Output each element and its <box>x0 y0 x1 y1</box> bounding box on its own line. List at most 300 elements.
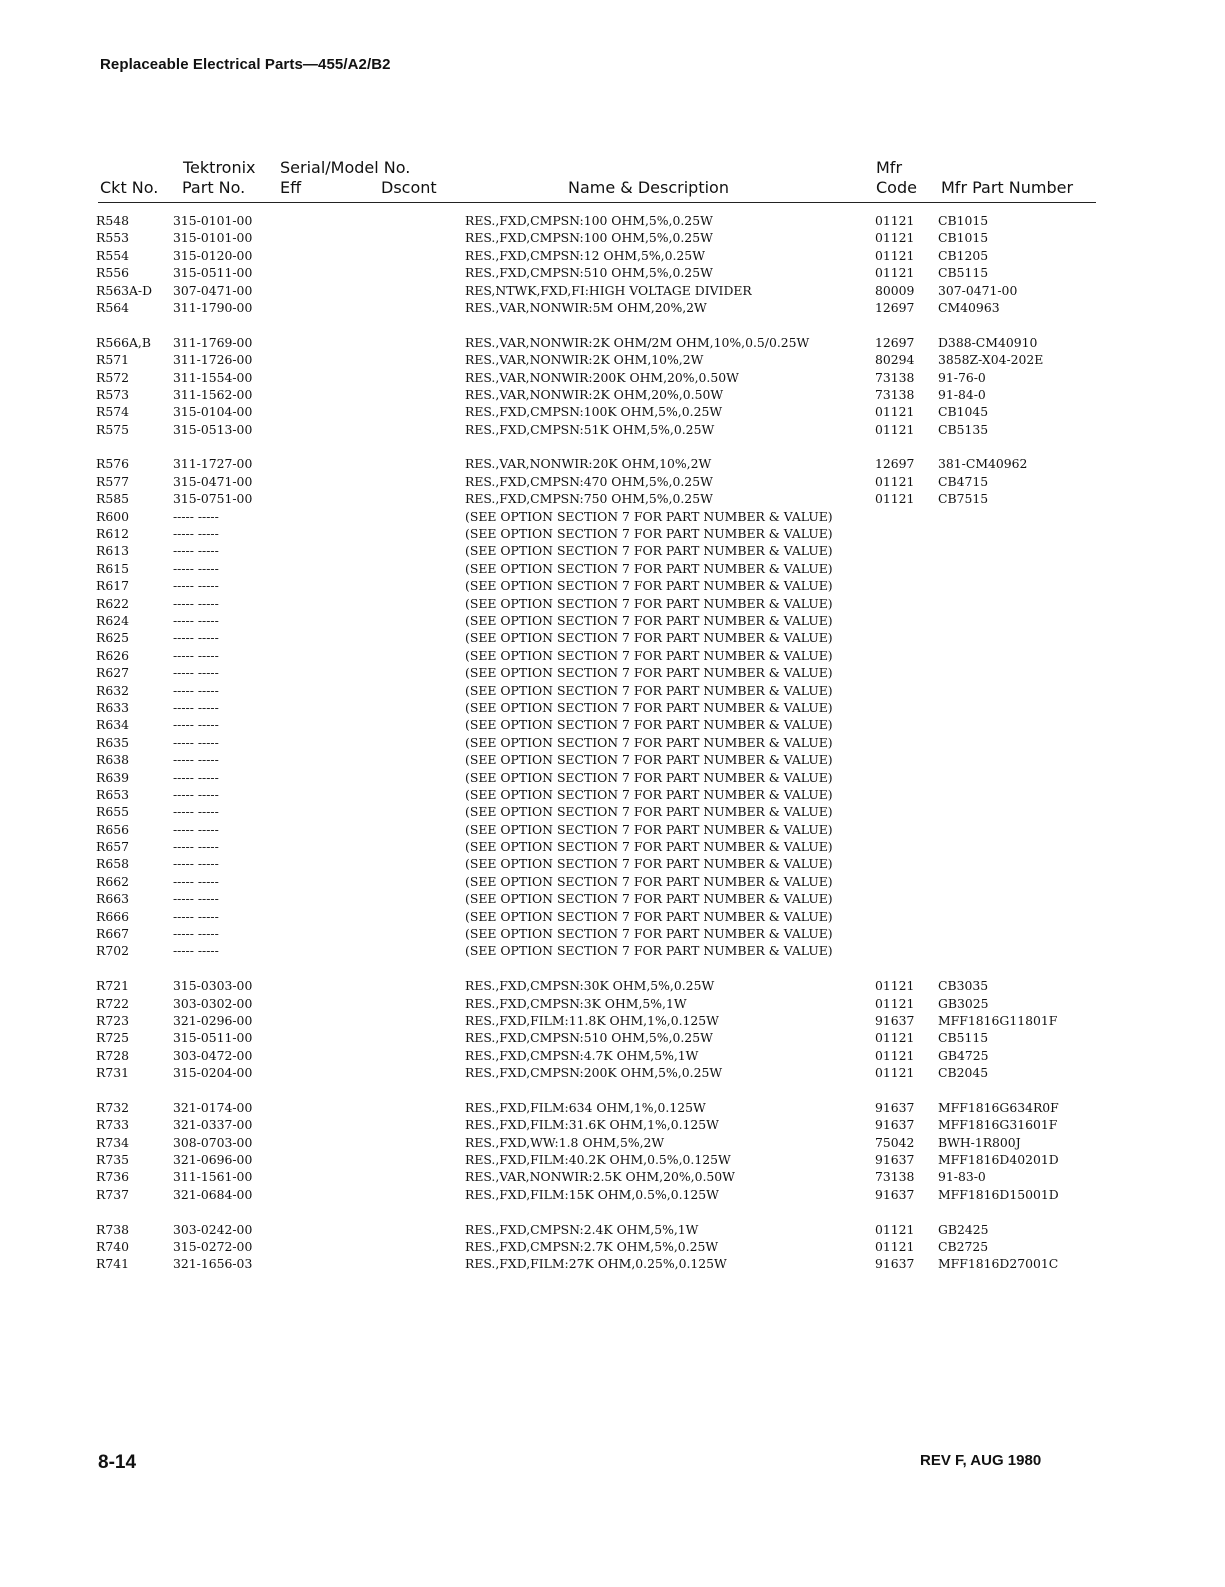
part-no-cell: ----- ----- <box>173 560 219 576</box>
ckt-no-cell: R728 <box>96 1047 129 1063</box>
part-no-cell: ----- ----- <box>173 943 219 959</box>
description-cell: (SEE OPTION SECTION 7 FOR PART NUMBER & VALUE) <box>465 839 833 855</box>
ckt-no-cell: R731 <box>96 1065 129 1081</box>
table-row <box>0 1151 1225 1168</box>
ckt-no-cell: R662 <box>96 873 129 889</box>
part-no-cell: ----- ----- <box>173 839 219 855</box>
part-no-cell: ----- ----- <box>173 578 219 594</box>
part-no-cell: ----- ----- <box>173 873 219 889</box>
ckt-no-cell: R563A-D <box>96 282 153 298</box>
mfr-part-cell: 381-CM40962 <box>938 456 1028 472</box>
table-row <box>0 299 1225 316</box>
description-cell: (SEE OPTION SECTION 7 FOR PART NUMBER & VALUE) <box>465 873 833 889</box>
part-no-cell: ----- ----- <box>173 926 219 942</box>
description-cell: RES.,FXD,FILM:27K OHM,0.25%,0.125W <box>465 1256 727 1272</box>
table-row <box>0 1029 1225 1046</box>
table-row <box>0 769 1225 786</box>
mfr-part-cell: GB2425 <box>938 1221 989 1237</box>
mfr-code-cell: 73138 <box>875 1169 915 1185</box>
description-cell: RES.,FXD,CMPSN:51K OHM,5%,0.25W <box>465 421 715 437</box>
description-cell: (SEE OPTION SECTION 7 FOR PART NUMBER & VALUE) <box>465 630 833 646</box>
mfr-code-cell: 01121 <box>875 213 915 228</box>
mfr-part-cell: 91-83-0 <box>938 1169 986 1185</box>
description-cell: (SEE OPTION SECTION 7 FOR PART NUMBER & VALUE) <box>465 891 833 907</box>
ckt-no-cell: R722 <box>96 995 129 1011</box>
description-cell: RES.,FXD,CMPSN:30K OHM,5%,0.25W <box>465 978 715 994</box>
part-no-cell: ----- ----- <box>173 821 219 837</box>
ckt-no-cell: R634 <box>96 717 129 733</box>
mfr-code-cell: 12697 <box>875 299 915 315</box>
ckt-no-cell: R663 <box>96 891 129 907</box>
table-row <box>0 1186 1225 1203</box>
col-code: Code <box>876 178 917 197</box>
description-cell: (SEE OPTION SECTION 7 FOR PART NUMBER & VALUE) <box>465 560 833 576</box>
part-no-cell: ----- ----- <box>173 804 219 820</box>
table-row <box>0 525 1225 542</box>
description-cell: (SEE OPTION SECTION 7 FOR PART NUMBER & VALUE) <box>465 526 833 542</box>
description-cell: (SEE OPTION SECTION 7 FOR PART NUMBER & VALUE) <box>465 786 833 802</box>
mfr-code-cell: 01121 <box>875 1030 915 1046</box>
description-cell: RES.,FXD,CMPSN:2.7K OHM,5%,0.25W <box>465 1239 719 1255</box>
table-row <box>0 838 1225 855</box>
mfr-code-cell: 91637 <box>875 1117 915 1133</box>
part-no-cell: 315-0511-00 <box>173 265 253 281</box>
table-row <box>0 751 1225 768</box>
part-no-cell: ----- ----- <box>173 630 219 646</box>
part-no-cell: 321-1656-03 <box>173 1256 253 1272</box>
ckt-no-cell: R612 <box>96 526 129 542</box>
part-no-cell: ----- ----- <box>173 508 219 524</box>
ckt-no-cell: R633 <box>96 699 129 715</box>
table-row <box>0 508 1225 525</box>
part-no-cell: 303-0472-00 <box>173 1047 253 1063</box>
part-no-cell: ----- ----- <box>173 647 219 663</box>
description-cell: (SEE OPTION SECTION 7 FOR PART NUMBER & VALUE) <box>465 682 833 698</box>
part-no-cell: 315-0120-00 <box>173 247 253 263</box>
ckt-no-cell: R638 <box>96 752 129 768</box>
ckt-no-cell: R566A,B <box>96 334 151 350</box>
page-header: Replaceable Electrical Parts—455/A2/B2 <box>100 56 391 73</box>
part-no-cell: 315-0303-00 <box>173 978 253 994</box>
description-cell: RES.,FXD,CMPSN:470 OHM,5%,0.25W <box>465 473 713 489</box>
table-row <box>0 334 1225 351</box>
part-no-cell: ----- ----- <box>173 752 219 768</box>
table-row <box>0 542 1225 559</box>
part-no-cell: 311-1726-00 <box>173 352 253 368</box>
mfr-part-cell: CB2045 <box>938 1065 989 1081</box>
mfr-part-cell: 307-0471-00 <box>938 282 1018 298</box>
ckt-no-cell: R600 <box>96 508 129 524</box>
part-no-cell: 315-0101-00 <box>173 230 253 246</box>
col-dscont: Dscont <box>381 178 437 197</box>
part-no-cell: 315-0204-00 <box>173 1065 253 1081</box>
table-row <box>0 1255 1225 1272</box>
col-mfr: Mfr <box>876 158 903 177</box>
part-no-cell: 321-0337-00 <box>173 1117 253 1133</box>
description-cell: RES.,FXD,CMPSN:3K OHM,5%,1W <box>465 995 687 1011</box>
ckt-no-cell: R735 <box>96 1152 129 1168</box>
table-row <box>0 942 1225 959</box>
ckt-no-cell: R733 <box>96 1117 129 1133</box>
mfr-part-cell: CB2725 <box>938 1239 989 1255</box>
description-cell: RES.,VAR,NONWIR:2K OHM,10%,2W <box>465 352 704 368</box>
description-cell: RES.,FXD,CMPSN:750 OHM,5%,0.25W <box>465 491 713 507</box>
col-ckt-no: Ckt No. <box>100 178 159 197</box>
mfr-code-cell: 80294 <box>875 352 915 368</box>
mfr-part-cell: 3858Z-X04-202E <box>938 352 1044 368</box>
mfr-code-cell: 12697 <box>875 334 915 350</box>
mfr-part-cell: 91-76-0 <box>938 369 986 385</box>
part-no-cell: ----- ----- <box>173 682 219 698</box>
description-cell: (SEE OPTION SECTION 7 FOR PART NUMBER & VALUE) <box>465 578 833 594</box>
mfr-part-cell: D388-CM40910 <box>938 334 1038 350</box>
description-cell: (SEE OPTION SECTION 7 FOR PART NUMBER & VALUE) <box>465 595 833 611</box>
description-cell: (SEE OPTION SECTION 7 FOR PART NUMBER & VALUE) <box>465 665 833 681</box>
ckt-no-cell: R576 <box>96 456 129 472</box>
table-row <box>0 403 1225 420</box>
ckt-no-cell: R723 <box>96 1012 129 1028</box>
table-row <box>0 890 1225 907</box>
mfr-code-cell: 01121 <box>875 473 915 489</box>
part-no-cell: 315-0104-00 <box>173 404 253 420</box>
ckt-no-cell: R571 <box>96 352 129 368</box>
table-row <box>0 351 1225 368</box>
table-row <box>0 786 1225 803</box>
table-row <box>0 369 1225 386</box>
ckt-no-cell: R617 <box>96 578 129 594</box>
part-no-cell: ----- ----- <box>173 526 219 542</box>
mfr-part-cell: GB4725 <box>938 1047 989 1063</box>
mfr-part-cell: MFF1816D40201D <box>938 1152 1059 1168</box>
part-no-cell: 311-1769-00 <box>173 334 253 350</box>
table-row <box>0 282 1225 299</box>
table-row <box>0 908 1225 925</box>
table-row <box>0 421 1225 438</box>
ckt-no-cell: R736 <box>96 1169 129 1185</box>
ckt-no-cell: R658 <box>96 856 129 872</box>
description-cell: (SEE OPTION SECTION 7 FOR PART NUMBER & VALUE) <box>465 543 833 559</box>
ckt-no-cell: R740 <box>96 1239 129 1255</box>
mfr-code-cell: 91637 <box>875 1099 915 1115</box>
mfr-code-cell: 01121 <box>875 1239 915 1255</box>
mfr-code-cell: 01121 <box>875 1065 915 1081</box>
mfr-code-cell: 91637 <box>875 1186 915 1202</box>
description-cell: RES.,VAR,NONWIR:5M OHM,20%,2W <box>465 299 707 315</box>
ckt-no-cell: R622 <box>96 595 129 611</box>
part-no-cell: ----- ----- <box>173 543 219 559</box>
table-row <box>0 995 1225 1012</box>
table-row <box>0 629 1225 646</box>
table-row <box>0 560 1225 577</box>
ckt-no-cell: R734 <box>96 1134 129 1150</box>
table-row <box>0 803 1225 820</box>
part-no-cell: 315-0272-00 <box>173 1239 253 1255</box>
mfr-code-cell: 80009 <box>875 282 915 298</box>
ckt-no-cell: R702 <box>96 943 129 959</box>
part-no-cell: ----- ----- <box>173 786 219 802</box>
description-cell: RES.,FXD,CMPSN:510 OHM,5%,0.25W <box>465 1030 713 1046</box>
description-cell: RES.,FXD,CMPSN:100 OHM,5%,0.25W <box>465 230 713 246</box>
part-no-cell: ----- ----- <box>173 699 219 715</box>
part-no-cell: ----- ----- <box>173 717 219 733</box>
table-row <box>0 473 1225 490</box>
table-row <box>0 1116 1225 1133</box>
table-row <box>0 612 1225 629</box>
mfr-code-cell: 01121 <box>875 995 915 1011</box>
ckt-no-cell: R627 <box>96 665 129 681</box>
part-no-cell: 315-0751-00 <box>173 491 253 507</box>
part-no-cell: 321-0696-00 <box>173 1152 253 1168</box>
ckt-no-cell: R625 <box>96 630 129 646</box>
part-no-cell: 315-0513-00 <box>173 421 253 437</box>
table-row <box>0 647 1225 664</box>
ckt-no-cell: R615 <box>96 560 129 576</box>
table-row <box>0 490 1225 507</box>
table-row <box>0 682 1225 699</box>
ckt-no-cell: R577 <box>96 473 129 489</box>
header-rule <box>98 202 1096 203</box>
mfr-part-cell: CM40963 <box>938 299 1000 315</box>
description-cell: RES.,FXD,CMPSN:510 OHM,5%,0.25W <box>465 265 713 281</box>
col-part-no: Part No. <box>182 178 246 197</box>
description-cell: (SEE OPTION SECTION 7 FOR PART NUMBER & VALUE) <box>465 943 833 959</box>
part-no-cell: ----- ----- <box>173 891 219 907</box>
mfr-part-cell: MFF1816G11801F <box>938 1012 1058 1028</box>
mfr-code-cell: 01121 <box>875 230 915 246</box>
table-row <box>0 925 1225 942</box>
ckt-no-cell: R573 <box>96 386 129 402</box>
description-cell: RES.,FXD,FILM:634 OHM,1%,0.125W <box>465 1099 706 1115</box>
ckt-no-cell: R575 <box>96 421 129 437</box>
mfr-code-cell: 01121 <box>875 491 915 507</box>
table-row <box>0 577 1225 594</box>
ckt-no-cell: R572 <box>96 369 129 385</box>
mfr-part-cell: GB3025 <box>938 995 989 1011</box>
mfr-part-cell: MFF1816G31601F <box>938 1117 1058 1133</box>
ckt-no-cell: R732 <box>96 1099 129 1115</box>
mfr-part-cell: MFF1816G634R0F <box>938 1099 1059 1115</box>
table-row <box>0 1099 1225 1116</box>
description-cell: (SEE OPTION SECTION 7 FOR PART NUMBER & VALUE) <box>465 926 833 942</box>
mfr-part-cell: CB5115 <box>938 265 989 281</box>
ckt-no-cell: R632 <box>96 682 129 698</box>
description-cell: RES.,FXD,CMPSN:100K OHM,5%,0.25W <box>465 404 723 420</box>
ckt-no-cell: R721 <box>96 978 129 994</box>
ckt-no-cell: R585 <box>96 491 129 507</box>
col-name-desc: Name & Description <box>568 178 729 197</box>
table-row <box>0 873 1225 890</box>
table-row <box>0 977 1225 994</box>
ckt-no-cell: R738 <box>96 1221 129 1237</box>
col-tektronix: Tektronix <box>183 158 256 177</box>
part-no-cell: 311-1561-00 <box>173 1169 253 1185</box>
description-cell: RES.,FXD,CMPSN:100 OHM,5%,0.25W <box>465 213 713 228</box>
mfr-code-cell: 01121 <box>875 421 915 437</box>
description-cell: (SEE OPTION SECTION 7 FOR PART NUMBER & VALUE) <box>465 508 833 524</box>
table-row <box>0 1134 1225 1151</box>
part-no-cell: 311-1727-00 <box>173 456 253 472</box>
ckt-no-cell: R554 <box>96 247 129 263</box>
description-cell: RES.,FXD,FILM:15K OHM,0.5%,0.125W <box>465 1186 719 1202</box>
part-no-cell: 311-1554-00 <box>173 369 253 385</box>
part-no-cell: 308-0703-00 <box>173 1134 253 1150</box>
ckt-no-cell: R639 <box>96 769 129 785</box>
table-row <box>0 664 1225 681</box>
mfr-code-cell: 91637 <box>875 1256 915 1272</box>
description-cell: RES.,VAR,NONWIR:2.5K OHM,20%,0.50W <box>465 1169 735 1185</box>
part-no-cell: ----- ----- <box>173 856 219 872</box>
description-cell: (SEE OPTION SECTION 7 FOR PART NUMBER & VALUE) <box>465 734 833 750</box>
table-row <box>0 734 1225 751</box>
description-cell: (SEE OPTION SECTION 7 FOR PART NUMBER & VALUE) <box>465 908 833 924</box>
part-no-cell: 321-0684-00 <box>173 1186 253 1202</box>
column-headers <box>0 158 1225 202</box>
table-row <box>0 212 1225 229</box>
mfr-part-cell: CB4715 <box>938 473 989 489</box>
page-number: 8-14 <box>98 1452 137 1473</box>
mfr-code-cell: 12697 <box>875 456 915 472</box>
part-no-cell: 311-1790-00 <box>173 299 253 315</box>
description-cell: RES.,VAR,NONWIR:2K OHM/2M OHM,10%,0.5/0.25W <box>465 334 810 350</box>
ckt-no-cell: R626 <box>96 647 129 663</box>
description-cell: RES.,FXD,WW:1.8 OHM,5%,2W <box>465 1134 665 1150</box>
part-no-cell: ----- ----- <box>173 908 219 924</box>
ckt-no-cell: R548 <box>96 213 129 228</box>
mfr-part-cell: MFF1816D15001D <box>938 1186 1059 1202</box>
description-cell: RES.,FXD,CMPSN:200K OHM,5%,0.25W <box>465 1065 723 1081</box>
ckt-no-cell: R624 <box>96 612 129 628</box>
part-no-cell: 311-1562-00 <box>173 386 253 402</box>
description-cell: (SEE OPTION SECTION 7 FOR PART NUMBER & VALUE) <box>465 821 833 837</box>
description-cell: RES.,FXD,CMPSN:12 OHM,5%,0.25W <box>465 247 705 263</box>
ckt-no-cell: R666 <box>96 908 129 924</box>
description-cell: RES.,FXD,FILM:40.2K OHM,0.5%,0.125W <box>465 1152 731 1168</box>
table-row <box>0 247 1225 264</box>
parts-table <box>0 212 1225 1273</box>
table-row <box>0 699 1225 716</box>
mfr-part-cell: 91-84-0 <box>938 386 986 402</box>
mfr-code-cell: 91637 <box>875 1012 915 1028</box>
part-no-cell: ----- ----- <box>173 665 219 681</box>
mfr-code-cell: 73138 <box>875 386 915 402</box>
part-no-cell: 307-0471-00 <box>173 282 253 298</box>
ckt-no-cell: R725 <box>96 1030 129 1046</box>
ckt-no-cell: R657 <box>96 839 129 855</box>
description-cell: (SEE OPTION SECTION 7 FOR PART NUMBER & VALUE) <box>465 612 833 628</box>
ckt-no-cell: R741 <box>96 1256 129 1272</box>
table-row <box>0 821 1225 838</box>
table-row <box>0 455 1225 472</box>
table-row <box>0 264 1225 281</box>
ckt-no-cell: R635 <box>96 734 129 750</box>
mfr-part-cell: CB1015 <box>938 230 989 246</box>
ckt-no-cell: R737 <box>96 1186 129 1202</box>
description-cell: RES.,VAR,NONWIR:200K OHM,20%,0.50W <box>465 369 739 385</box>
col-eff: Eff <box>280 178 302 197</box>
ckt-no-cell: R656 <box>96 821 129 837</box>
ckt-no-cell: R574 <box>96 404 129 420</box>
description-cell: RES.,VAR,NONWIR:20K OHM,10%,2W <box>465 456 712 472</box>
ckt-no-cell: R553 <box>96 230 129 246</box>
description-cell: (SEE OPTION SECTION 7 FOR PART NUMBER & VALUE) <box>465 647 833 663</box>
description-cell: RES.,FXD,CMPSN:4.7K OHM,5%,1W <box>465 1047 699 1063</box>
mfr-code-cell: 01121 <box>875 404 915 420</box>
description-cell: (SEE OPTION SECTION 7 FOR PART NUMBER & VALUE) <box>465 769 833 785</box>
part-no-cell: ----- ----- <box>173 595 219 611</box>
revision-label: REV F, AUG 1980 <box>920 1452 1042 1469</box>
part-no-cell: 303-0242-00 <box>173 1221 253 1237</box>
mfr-code-cell: 91637 <box>875 1152 915 1168</box>
col-serial-model: Serial/Model No. <box>280 158 411 177</box>
part-no-cell: 315-0101-00 <box>173 213 253 228</box>
ckt-no-cell: R655 <box>96 804 129 820</box>
mfr-part-cell: BWH-1R800J <box>938 1134 1021 1150</box>
table-row <box>0 1064 1225 1081</box>
part-no-cell: 315-0471-00 <box>173 473 253 489</box>
mfr-part-cell: CB1045 <box>938 404 989 420</box>
mfr-part-cell: CB5115 <box>938 1030 989 1046</box>
mfr-part-cell: CB5135 <box>938 421 989 437</box>
table-row <box>0 1168 1225 1185</box>
part-no-cell: ----- ----- <box>173 612 219 628</box>
mfr-part-cell: CB3035 <box>938 978 989 994</box>
col-mfr-part-number: Mfr Part Number <box>941 178 1074 197</box>
mfr-code-cell: 01121 <box>875 247 915 263</box>
table-row <box>0 716 1225 733</box>
mfr-code-cell: 01121 <box>875 1047 915 1063</box>
part-no-cell: 321-0296-00 <box>173 1012 253 1028</box>
mfr-part-cell: MFF1816D27001C <box>938 1256 1059 1272</box>
part-no-cell: 321-0174-00 <box>173 1099 253 1115</box>
description-cell: RES.,FXD,FILM:11.8K OHM,1%,0.125W <box>465 1012 719 1028</box>
description-cell: RES.,FXD,FILM:31.6K OHM,1%,0.125W <box>465 1117 719 1133</box>
ckt-no-cell: R613 <box>96 543 129 559</box>
mfr-part-cell: CB1205 <box>938 247 989 263</box>
mfr-code-cell: 73138 <box>875 369 915 385</box>
mfr-part-cell: CB7515 <box>938 491 989 507</box>
mfr-code-cell: 75042 <box>875 1134 915 1150</box>
ckt-no-cell: R667 <box>96 926 129 942</box>
mfr-part-cell: CB1015 <box>938 213 989 228</box>
part-no-cell: 315-0511-00 <box>173 1030 253 1046</box>
mfr-code-cell: 01121 <box>875 978 915 994</box>
table-row <box>0 386 1225 403</box>
mfr-code-cell: 01121 <box>875 265 915 281</box>
table-row <box>0 229 1225 246</box>
description-cell: (SEE OPTION SECTION 7 FOR PART NUMBER & VALUE) <box>465 804 833 820</box>
mfr-code-cell: 01121 <box>875 1221 915 1237</box>
description-cell: RES.,VAR,NONWIR:2K OHM,20%,0.50W <box>465 386 724 402</box>
part-no-cell: 303-0302-00 <box>173 995 253 1011</box>
description-cell: RES,NTWK,FXD,FI:HIGH VOLTAGE DIVIDER <box>465 282 752 298</box>
table-row <box>0 855 1225 872</box>
part-no-cell: ----- ----- <box>173 734 219 750</box>
ckt-no-cell: R564 <box>96 299 129 315</box>
ckt-no-cell: R653 <box>96 786 129 802</box>
description-cell: RES.,FXD,CMPSN:2.4K OHM,5%,1W <box>465 1221 699 1237</box>
description-cell: (SEE OPTION SECTION 7 FOR PART NUMBER & VALUE) <box>465 699 833 715</box>
table-row <box>0 1047 1225 1064</box>
part-no-cell: ----- ----- <box>173 769 219 785</box>
description-cell: (SEE OPTION SECTION 7 FOR PART NUMBER & VALUE) <box>465 752 833 768</box>
table-row <box>0 1221 1225 1238</box>
table-row <box>0 1238 1225 1255</box>
description-cell: (SEE OPTION SECTION 7 FOR PART NUMBER & VALUE) <box>465 856 833 872</box>
description-cell: (SEE OPTION SECTION 7 FOR PART NUMBER & VALUE) <box>465 717 833 733</box>
ckt-no-cell: R556 <box>96 265 129 281</box>
table-row <box>0 595 1225 612</box>
table-row <box>0 1012 1225 1029</box>
